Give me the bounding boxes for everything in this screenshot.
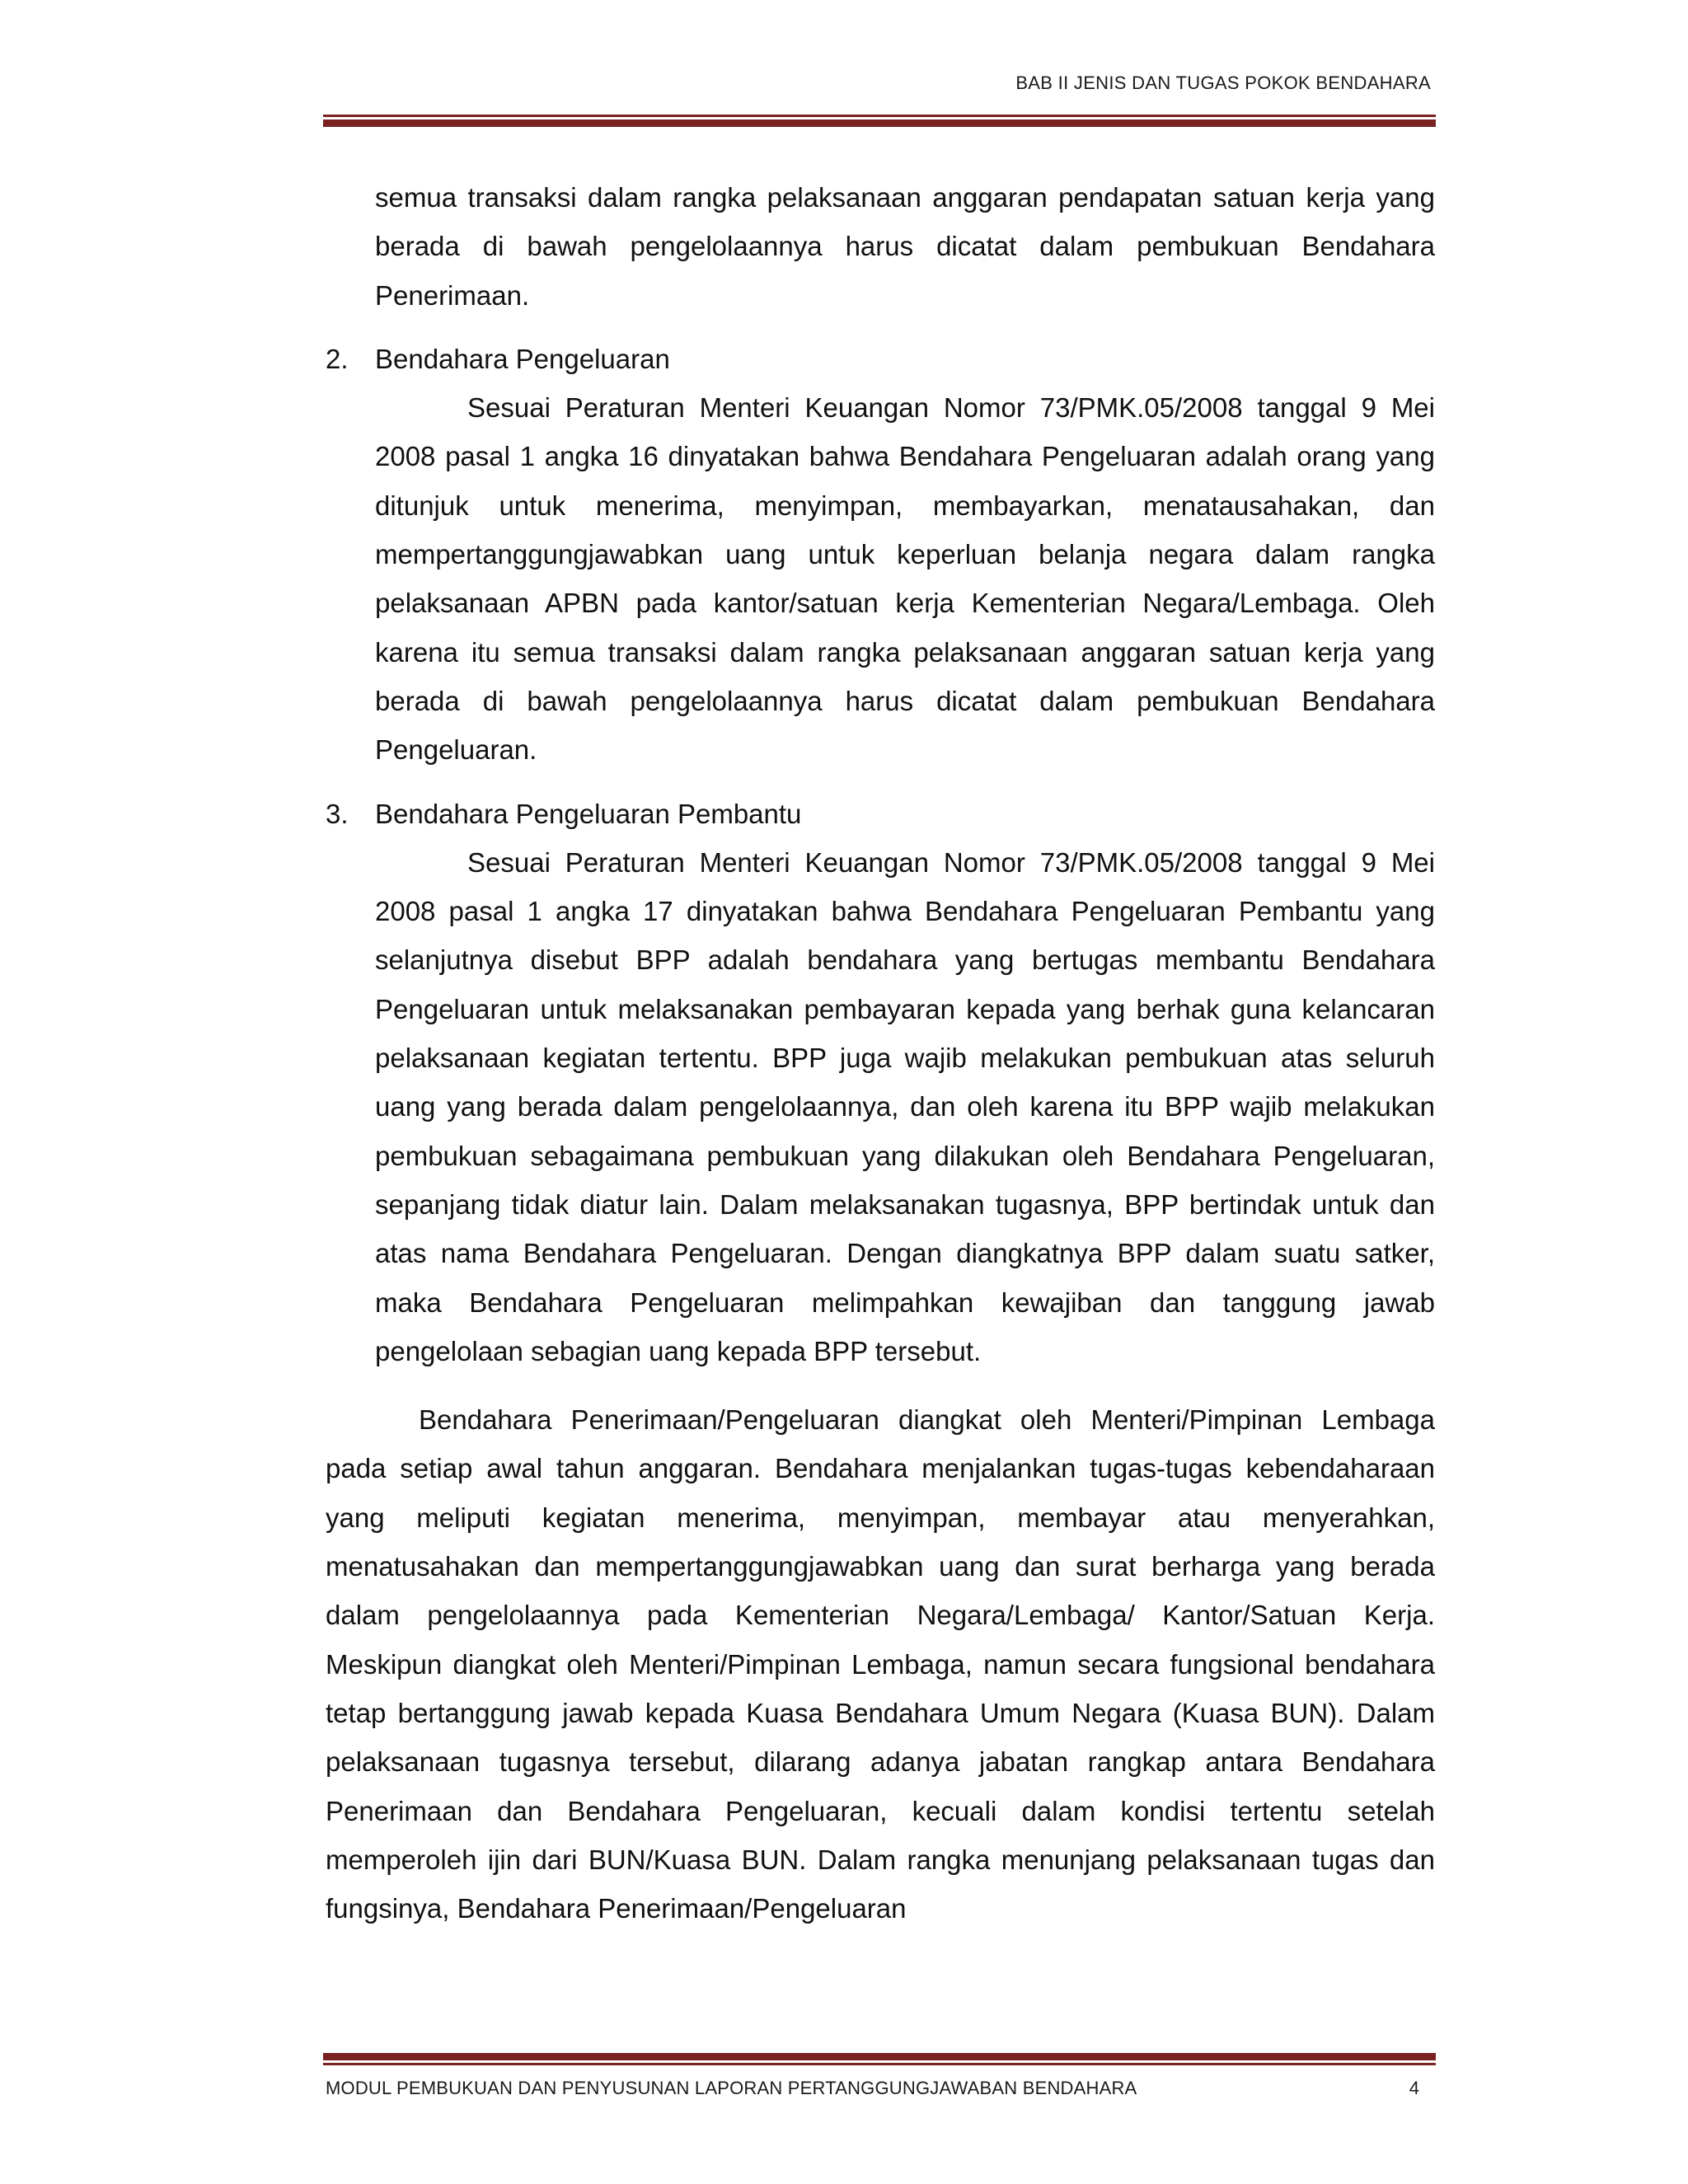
list-item-bendahara-pengeluaran bbox=[326, 335, 1435, 775]
closing-paragraph: Bendahara Penerimaan/Pengeluaran diangkat oleh Menteri/Pimpinan Lembaga pada setiap awal tahun anggaran. Bendahara menjalankan tugas-tugas kebendaharaan yang meliputi kegiatan menerima, menyimpan, membayar atau menyerahkan, menatusahakan dan mempertanggungjawabkan uang dan surat berharga yang berada dalam pengelolaannya pada Kementerian Negara/Lembaga/ Kantor/Satuan Kerja. Meskipun diangkat oleh Menteri/Pimpinan Lembaga, namun secara fungsional bendahara tetap bertanggung jawab kepada Kuasa Bendahara Umum Negara (Kuasa BUN). Dalam pelaksanaan tugasnya tersebut, dilarang adanya jabatan rangkap antara Bendahara Penerimaan dan Bendahara Pengeluaran, kecuali dalam kondisi tertentu setelah memperoleh ijin dari BUN/Kuasa BUN. Dalam rangka menunjang pelaksanaan tugas dan fungsinya, Bendahara Penerimaan/Pengeluaran bbox=[326, 1404, 1435, 1924]
list-item-heading bbox=[326, 335, 1435, 383]
list-item-number: 2. bbox=[326, 343, 349, 374]
header-divider-thin bbox=[323, 115, 1436, 117]
list-item-bendahara-pengeluaran-pembantu bbox=[326, 790, 1435, 1376]
running-footer-title: MODUL PEMBUKUAN DAN PENYUSUNAN LAPORAN PERTANGGUNGJAWABAN BENDAHARA bbox=[326, 2078, 1137, 2098]
intro-paragraph: semua transaksi dalam rangka pelaksanaan anggaran pendapatan satuan kerja yang berada di bawah pengelolaannya harus dicatat dalam pembukuan Bendahara Penerimaan. bbox=[375, 182, 1435, 311]
list-item-number: 3. bbox=[326, 798, 349, 829]
running-header-title: BAB II JENIS DAN TUGAS POKOK BENDAHARA bbox=[1015, 73, 1431, 93]
list-item-title: Bendahara Pengeluaran Pembantu bbox=[375, 798, 802, 829]
page-number: 4 bbox=[1409, 2078, 1419, 2098]
list-item-title: Bendahara Pengeluaran bbox=[375, 343, 670, 374]
list-item-paragraph: Sesuai Peraturan Menteri Keuangan Nomor 73/PMK.05/2008 tanggal 9 Mei 2008 pasal 1 angka 16 dinyatakan bahwa Bendahara Pengeluaran adalah orang yang ditunjuk untuk menerima, menyimpan, membayarkan, menatausahakan, dan mempertanggungjawabkan uang untuk keperluan belanja negara dalam rangka pelaksanaan APBN pada kantor/satuan kerja Kementerian Negara/Lembaga. Oleh karena itu semua transaksi dalam rangka pelaksanaan anggaran satuan kerja yang berada di bawah pengelolaannya harus dicatat dalam pembukuan Bendahara Pengeluaran. bbox=[375, 392, 1435, 766]
footer-divider-thin bbox=[323, 2063, 1436, 2065]
page-body bbox=[326, 173, 1435, 1933]
list-item-heading bbox=[326, 790, 1435, 838]
list-item-paragraph: Sesuai Peraturan Menteri Keuangan Nomor 73/PMK.05/2008 tanggal 9 Mei 2008 pasal 1 angka 17 dinyatakan bahwa Bendahara Pengeluaran Pembantu yang selanjutnya disebut BPP adalah bendahara yang bertugas membantu Bendahara Pengeluaran untuk melaksanakan pembayaran kepada yang berhak guna kelancaran pelaksanaan kegiatan tertentu. BPP juga wajib melakukan pembukuan atas seluruh uang yang berada dalam pengelolaannya, dan oleh karena itu BPP wajib melakukan pembukuan sebagaimana pembukuan yang dilakukan oleh Bendahara Pengeluaran, sepanjang tidak diatur lain. Dalam melaksanakan tugasnya, BPP bertindak untuk dan atas nama Bendahara Pengeluaran. Dengan diangkatnya BPP dalam suatu satker, maka Bendahara Pengeluaran melimpahkan kewajiban dan tanggung jawab pengelolaan sebagian uang kepada BPP tersebut. bbox=[375, 846, 1435, 1366]
header-divider-thick bbox=[323, 120, 1436, 127]
footer-divider-thick bbox=[323, 2053, 1436, 2060]
